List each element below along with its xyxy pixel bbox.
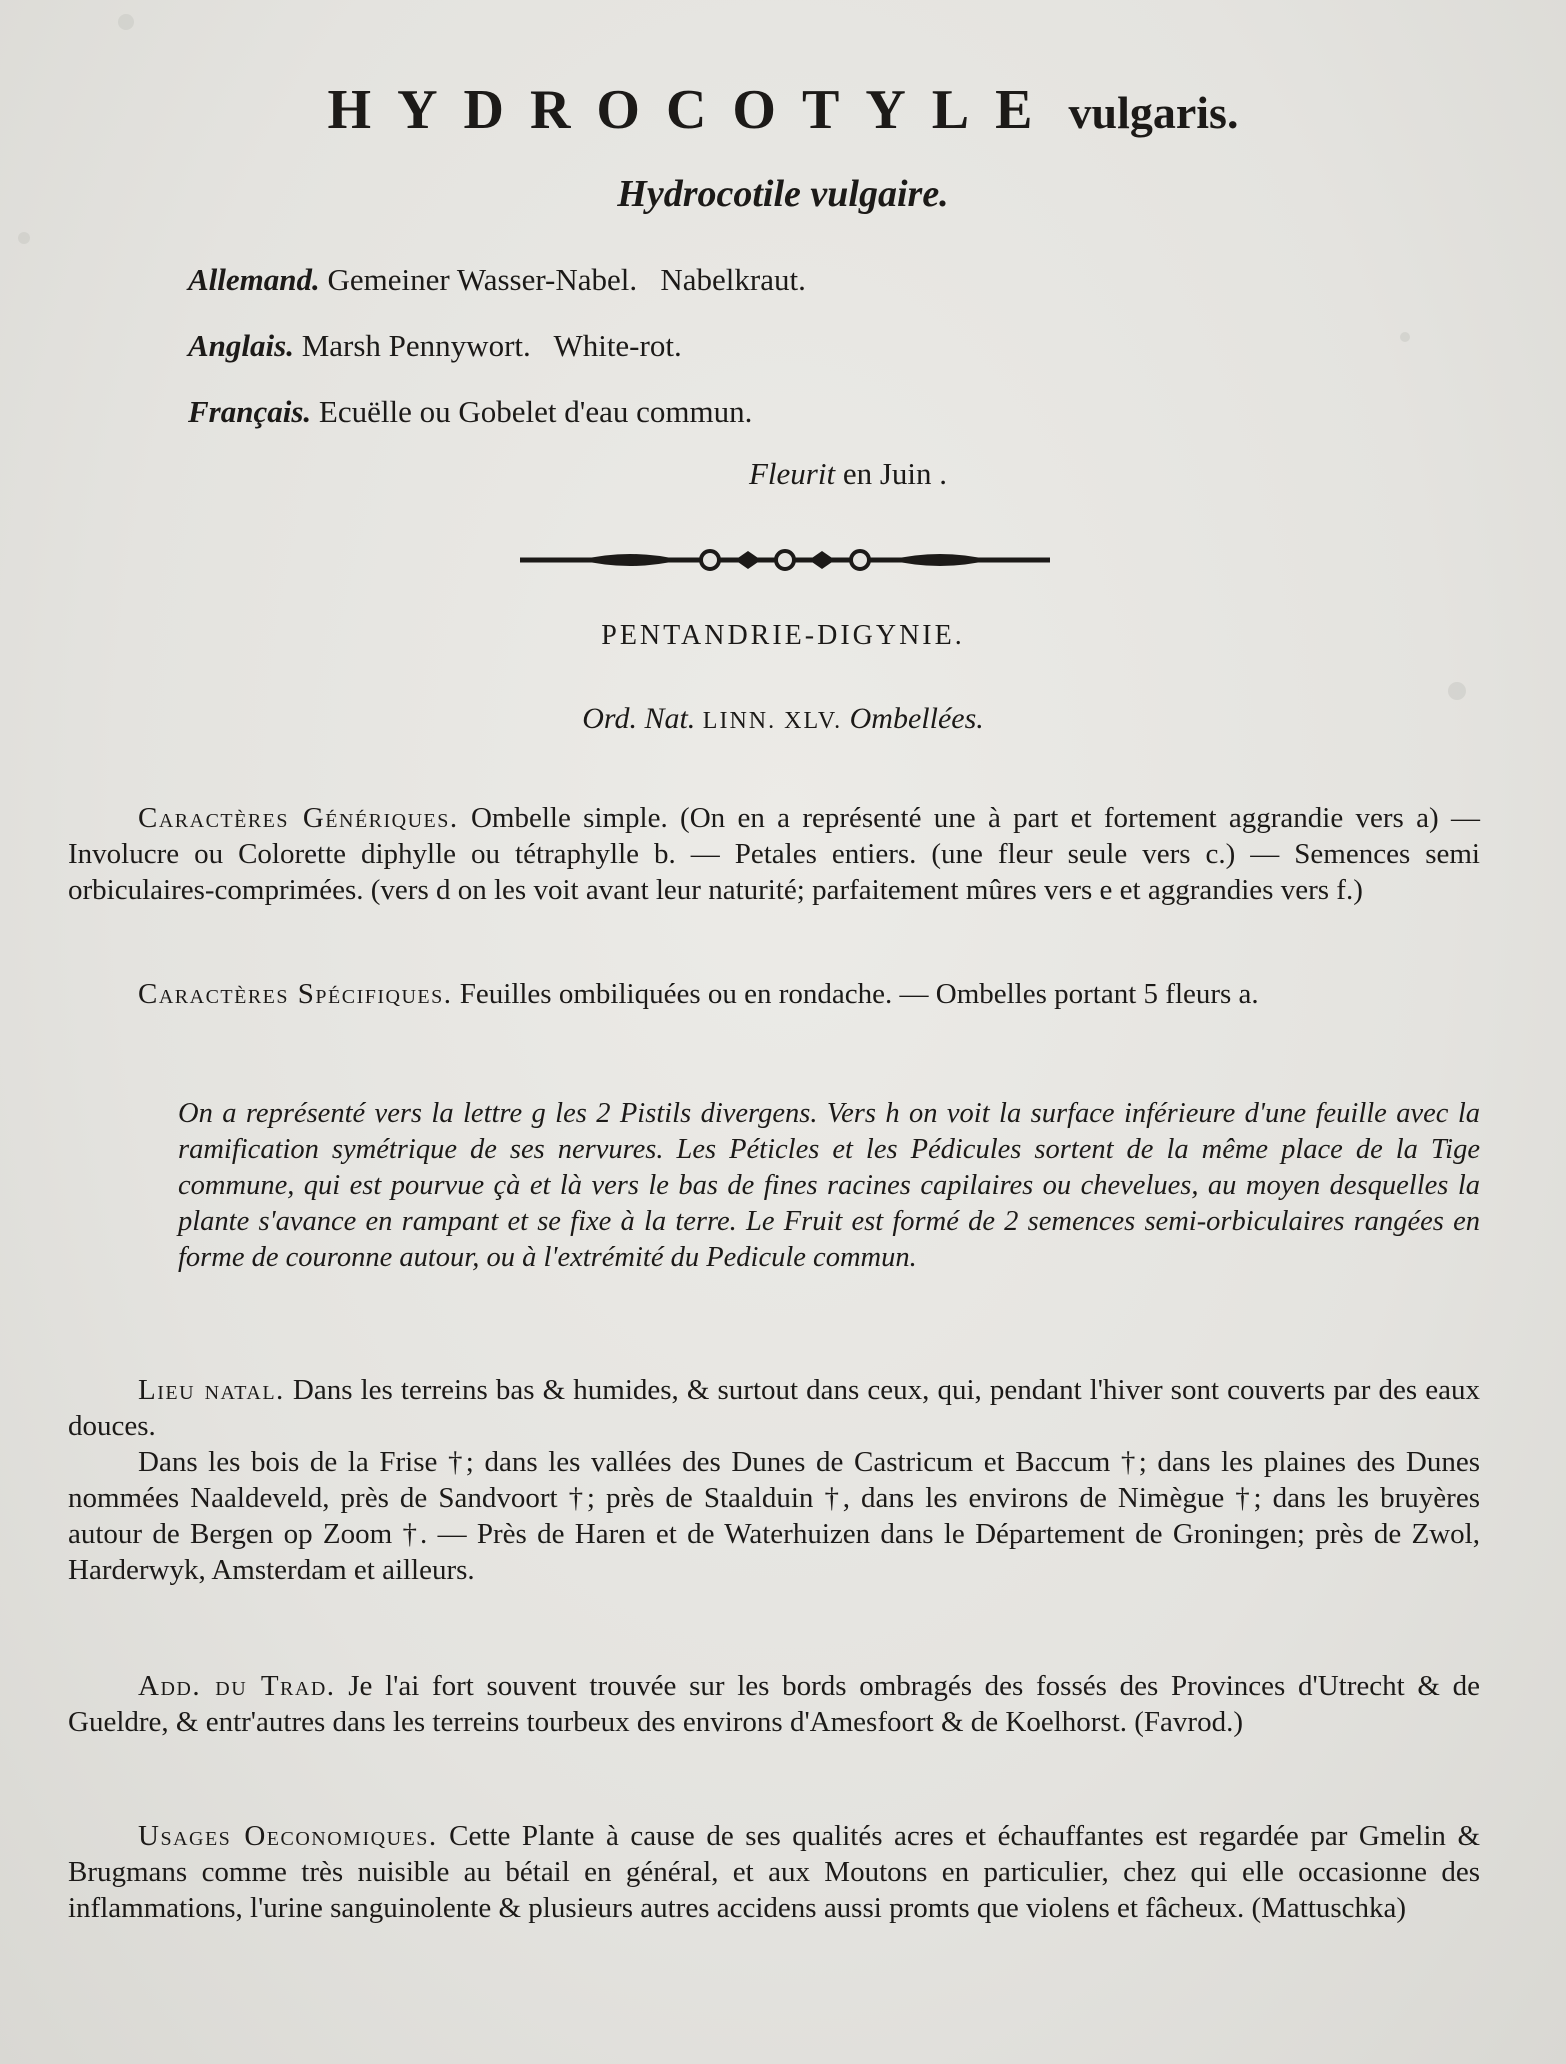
vernacular-english [188, 328, 682, 364]
order-prefix: Ord. Nat. [582, 702, 696, 735]
section-text: Feuilles ombiliquées ou en rondache. — Ombelles portant 5 fleurs a. [459, 978, 1259, 1010]
vernacular-names: Marsh Pennywort. White-rot. [301, 328, 682, 363]
generic-characters [68, 800, 1480, 908]
french-name: Hydrocotile vulgaire. [617, 173, 949, 215]
section-text: Je l'ai fort souvent trouvée sur les bords ombragés des fossés des Provinces d'Utrecht & de Gueldre, & entr'autres dans les terreins tourbeux des environs d'Amesfoort & de Koelhorst. (Favrod.) [68, 1670, 1480, 1738]
specific-characters [68, 976, 1480, 1012]
linnaean-class: PENTANDRIE-DIGYNIE. [601, 620, 965, 651]
order-family: Ombellées. [849, 702, 984, 735]
section-text: Cette Plante à cause de ses qualités acres et échauffantes est regardée par Gmelin & Brugmans comme très nuisible au bétail en général, et aux Moutons en particulier, chez qui elle occasionne des inflammations, l'urine sanguinolente & plusieurs autres accidens aussi promts que violens et fâcheux. (Mattuschka) [68, 1820, 1481, 1924]
section-heading: Caractères Génériques. [138, 802, 459, 834]
language-label: Allemand. [188, 262, 320, 297]
habitat-localities: Dans les bois de la Frise †; dans les vallées des Dunes de Castricum et Baccum †; dans les plaines des Dunes nommées Naaldeveld, près de Sandvoort †; près de Staalduin †, dans les environs de Nimègue †; dans les bruyères autour de Bergen op Zoom †. — Près de Haren et de Waterhuizen dans le Département de Groningen; près de Zwol, Harderwyk, Amsterdam et ailleurs. [68, 1446, 1480, 1586]
plant-title [0, 78, 1566, 142]
genus-name: HYDROCOTYLE [327, 79, 1059, 141]
vernacular-french [188, 394, 752, 430]
section-text: Ombelle simple. (On en a représenté une à part et fortement aggrandie vers a) — Involucre ou Colorette diphylle ou tétraphylle b. — Petales entiers. (une fleur seule vers c.) — Semences semi orbiculaires-comprimées. (vers d on les voit avant leur naturité; parfaitement mûres vers e et aggrandies vers f.) [68, 802, 1480, 906]
species-name: vulgaris. [1068, 87, 1239, 138]
flowering-text: en Juin . [842, 456, 948, 491]
figure-note: On a représenté vers la lettre g les 2 Pistils divergens. Vers h on voit la surface inférieure d'une feuille avec la ramification symétrique de ses nervures. Les Péticles et les Pédicules sortent de la même place de la Tige commune, qui est pourvue çà et là vers le bas de fines racines capilaires ou chevelues, au moyen desquelles la plante s'avance en rampant et se fixe à la terre. Le Fruit est formé de 2 semences semi-orbiculaires rangées en forme de couronne autour, ou à l'extrémité du Pedicule commun. [178, 1098, 1480, 1273]
paper-spot [1400, 332, 1410, 342]
translator-addition [68, 1668, 1480, 1740]
language-label: Anglais. [188, 328, 294, 363]
vernacular-german [188, 262, 806, 298]
section-text: Dans les terreins bas & humides, & surtout dans ceux, qui, pendant l'hiver sont couverts par des eaux douces. [68, 1374, 1481, 1442]
section-heading: Lieu natal. [138, 1374, 285, 1406]
section-heading: Caractères Spécifiques. [138, 978, 453, 1010]
order-linn: LINN. XLV. [702, 708, 843, 734]
language-label: Français. [188, 394, 312, 429]
flowering-line [130, 456, 1566, 492]
vernacular-names: Gemeiner Wasser-Nabel. Nabelkraut. [327, 262, 806, 297]
paper-spot [118, 14, 134, 30]
paper-spot [18, 232, 30, 244]
vernacular-names: Ecuëlle ou Gobelet d'eau commun. [318, 394, 753, 429]
ornament-divider [520, 548, 1050, 572]
economic-uses [68, 1818, 1480, 1926]
native-habitat [68, 1372, 1480, 1444]
section-heading: Add. du Trad. [138, 1670, 336, 1702]
section-heading: Usages Oeconomiques. [138, 1820, 438, 1852]
natural-order [0, 702, 1566, 736]
flowering-label: Fleurit [748, 456, 836, 491]
paper-spot [1448, 682, 1466, 700]
